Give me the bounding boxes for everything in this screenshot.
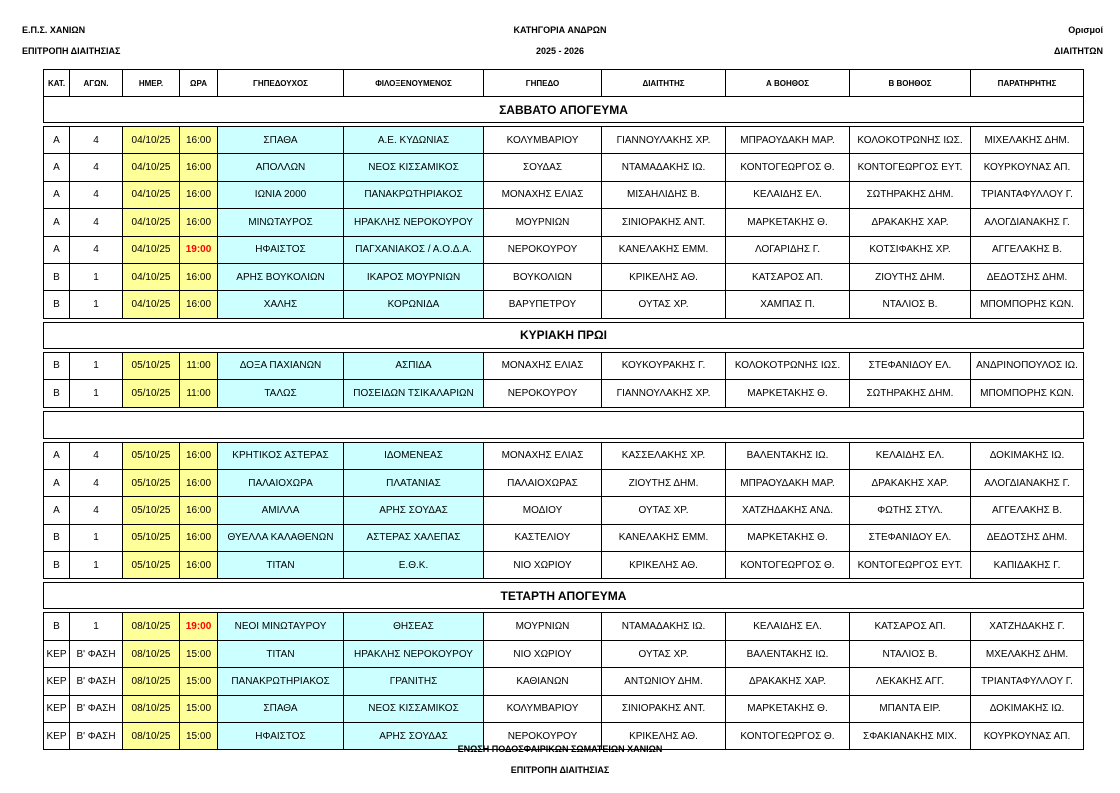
cell-home-team: ΗΦΑΙΣΤΟΣ xyxy=(218,723,344,750)
cell-date: 05/10/25 xyxy=(123,497,180,524)
cell-away-team: ΙΔΟΜΕΝΕΑΣ xyxy=(344,442,484,469)
cell-assistant-a: ΚΑΤΣΑΡΟΣ ΑΠ. xyxy=(726,263,850,290)
cell-time: 16:00 xyxy=(180,291,218,318)
cell-home-team: ΜΙΝΩΤΑΥΡΟΣ xyxy=(218,209,344,236)
col-header-observer: ΠΑΡΑΤΗΡΗΤΗΣ xyxy=(971,70,1084,97)
federation-name: Ε.Π.Σ. ΧΑΝΙΩΝ xyxy=(22,25,86,35)
cell-away-team: Ε.Θ.Κ. xyxy=(344,552,484,579)
col-header-category: ΚΑΤ. xyxy=(44,70,70,97)
cell-referee: ΝΤΑΜΑΔΑΚΗΣ ΙΩ. xyxy=(602,613,726,640)
document-type: Ορισμοί xyxy=(1068,25,1103,35)
cell-observer: ΜΠΟΜΠΟΡΗΣ ΚΩΝ. xyxy=(971,380,1084,407)
cell-assistant-b: ΣΤΕΦΑΝΙΔΟΥ ΕΛ. xyxy=(850,524,971,551)
cell-assistant-b: ΚΟΛΟΚΟΤΡΩΝΗΣ ΙΩΣ. xyxy=(850,127,971,154)
cell-away-team: ΗΡΑΚΛΗΣ ΝΕΡΟΚΟΥΡΟΥ xyxy=(344,209,484,236)
table-row xyxy=(44,263,1084,290)
cell-date: 04/10/25 xyxy=(123,263,180,290)
cell-time: 16:00 xyxy=(180,497,218,524)
cell-assistant-b: ΝΤΑΛΙΟΣ Β. xyxy=(850,640,971,667)
cell-away-team: ΑΡΗΣ ΣΟΥΔΑΣ xyxy=(344,723,484,750)
cell-category: Β xyxy=(44,263,70,290)
cell-home-team: ΔΟΞΑ ΠΑΧΙΑΝΩΝ xyxy=(218,352,344,379)
cell-away-team: ΙΚΑΡΟΣ ΜΟΥΡΝΙΩΝ xyxy=(344,263,484,290)
cell-home-team: ΠΑΛΑΙΟΧΩΡΑ xyxy=(218,469,344,496)
cell-referee: ΚΑΝΕΛΑΚΗΣ ΕΜΜ. xyxy=(602,524,726,551)
cell-assistant-a: ΧΑΤΖΗΔΑΚΗΣ ΑΝΔ. xyxy=(726,497,850,524)
cell-date: 08/10/25 xyxy=(123,723,180,750)
footer-committee-name: ΕΠΙΤΡΟΠΗ ΔΙΑΙΤΗΣΙΑΣ xyxy=(510,765,610,775)
cell-observer: ΤΡΙΑΝΤΑΦΥΛΛΟΥ Γ. xyxy=(971,668,1084,695)
cell-assistant-a: ΜΠΡΑΟΥΔΑΚΗ ΜΑΡ. xyxy=(726,469,850,496)
table-row xyxy=(44,127,1084,154)
cell-home-team: ΣΠΑΘΑ xyxy=(218,127,344,154)
cell-away-team: ΗΡΑΚΛΗΣ ΝΕΡΟΚΟΥΡΟΥ xyxy=(344,640,484,667)
cell-stadium: ΜΟΝΑΧΗΣ ΕΛΙΑΣ xyxy=(484,352,602,379)
cell-stadium: ΜΟΔΙΟΥ xyxy=(484,497,602,524)
section-header-row xyxy=(44,583,1084,609)
cell-referee: ΓΙΑΝΝΟΥΛΑΚΗΣ ΧΡ. xyxy=(602,127,726,154)
cell-category: Α xyxy=(44,181,70,208)
cell-matchday: 4 xyxy=(70,154,123,181)
cell-matchday: 4 xyxy=(70,442,123,469)
cell-observer: ΑΝΔΡΙΝΟΠΟΥΛΟΣ ΙΩ. xyxy=(971,352,1084,379)
cell-matchday: 1 xyxy=(70,380,123,407)
committee-name: ΕΠΙΤΡΟΠΗ ΔΙΑΙΤΗΣΙΑΣ xyxy=(22,46,121,56)
section-header-row xyxy=(44,322,1084,348)
cell-home-team: ΑΜΙΛΛΑ xyxy=(218,497,344,524)
cell-time: 15:00 xyxy=(180,723,218,750)
cell-observer: ΑΛΟΓΔΙΑΝΑΚΗΣ Γ. xyxy=(971,209,1084,236)
table-row xyxy=(44,380,1084,407)
cell-away-team: ΠΑΝΑΚΡΩΤΗΡΙΑΚΟΣ xyxy=(344,181,484,208)
cell-observer: ΑΛΟΓΔΙΑΝΑΚΗΣ Γ. xyxy=(971,469,1084,496)
cell-observer: ΚΟΥΡΚΟΥΝΑΣ ΑΠ. xyxy=(971,154,1084,181)
cell-assistant-a: ΚΟΝΤΟΓΕΩΡΓΟΣ Θ. xyxy=(726,723,850,750)
col-header-stadium: ΓΗΠΕΔΟ xyxy=(484,70,602,97)
cell-matchday: Β' ΦΑΣΗ xyxy=(70,695,123,722)
cell-stadium: ΠΑΛΑΙΟΧΩΡΑΣ xyxy=(484,469,602,496)
cell-referee: ΜΙΣΑΗΛΙΔΗΣ Β. xyxy=(602,181,726,208)
cell-matchday: 1 xyxy=(70,552,123,579)
cell-away-team: ΑΡΗΣ ΣΟΥΔΑΣ xyxy=(344,497,484,524)
cell-home-team: ΝΕΟΙ ΜΙΝΩΤΑΥΡΟΥ xyxy=(218,613,344,640)
table-row xyxy=(44,209,1084,236)
cell-referee: ΚΟΥΚΟΥΡΑΚΗΣ Γ. xyxy=(602,352,726,379)
table-row xyxy=(44,552,1084,579)
cell-observer: ΧΑΤΖΗΔΑΚΗΣ Γ. xyxy=(971,613,1084,640)
cell-referee: ΟΥΤΑΣ ΧΡ. xyxy=(602,291,726,318)
cell-assistant-b: ΚΟΤΣΙΦΑΚΗΣ ΧΡ. xyxy=(850,236,971,263)
col-header-assistant-b: Β ΒΟΗΘΟΣ xyxy=(850,70,971,97)
section-title: ΣΑΒΒΑΤΟ ΑΠΟΓΕΥΜΑ xyxy=(44,97,1084,123)
cell-assistant-a: ΜΑΡΚΕΤΑΚΗΣ Θ. xyxy=(726,209,850,236)
cell-referee: ΚΑΣΣΕΛΑΚΗΣ ΧΡ. xyxy=(602,442,726,469)
table-row xyxy=(44,154,1084,181)
cell-assistant-a: ΚΟΝΤΟΓΕΩΡΓΟΣ Θ. xyxy=(726,552,850,579)
cell-referee: ΚΡΙΚΕΛΗΣ ΑΘ. xyxy=(602,263,726,290)
cell-home-team: ΑΠΟΛΛΩΝ xyxy=(218,154,344,181)
cell-home-team: ΣΠΑΘΑ xyxy=(218,695,344,722)
table-row xyxy=(44,640,1084,667)
cell-observer: ΑΓΓΕΛΑΚΗΣ Β. xyxy=(971,236,1084,263)
cell-referee: ΚΑΝΕΛΑΚΗΣ ΕΜΜ. xyxy=(602,236,726,263)
cell-home-team: ΚΡΗΤΙΚΟΣ ΑΣΤΕΡΑΣ xyxy=(218,442,344,469)
cell-time: 16:00 xyxy=(180,469,218,496)
cell-category: Α xyxy=(44,127,70,154)
cell-stadium: ΜΟΝΑΧΗΣ ΕΛΙΑΣ xyxy=(484,442,602,469)
section-title: ΚΥΡΙΑΚΗ ΠΡΩΙ xyxy=(44,322,1084,348)
cell-matchday: Β' ΦΑΣΗ xyxy=(70,668,123,695)
cell-referee: ΟΥΤΑΣ ΧΡ. xyxy=(602,640,726,667)
cell-home-team: ΤΙΤΑΝ xyxy=(218,552,344,579)
cell-time: 15:00 xyxy=(180,695,218,722)
table-row xyxy=(44,291,1084,318)
cell-assistant-a: ΛΟΓΑΡΙΔΗΣ Γ. xyxy=(726,236,850,263)
document-subtype: ΔΙΑΙΤΗΤΩΝ xyxy=(1053,46,1103,56)
cell-time: 16:00 xyxy=(180,209,218,236)
cell-assistant-a: ΚΟΝΤΟΓΕΩΡΓΟΣ Θ. xyxy=(726,154,850,181)
referee-assignments-table xyxy=(43,69,1084,750)
cell-observer: ΔΟΚΙΜΑΚΗΣ ΙΩ. xyxy=(971,442,1084,469)
cell-assistant-a: ΜΑΡΚΕΤΑΚΗΣ Θ. xyxy=(726,695,850,722)
cell-matchday: 4 xyxy=(70,209,123,236)
table-row xyxy=(44,497,1084,524)
table-row xyxy=(44,524,1084,551)
cell-stadium: ΝΕΡΟΚΟΥΡΟΥ xyxy=(484,723,602,750)
cell-date: 04/10/25 xyxy=(123,291,180,318)
cell-observer: ΔΕΔΟΤΣΗΣ ΔΗΜ. xyxy=(971,263,1084,290)
cell-date: 08/10/25 xyxy=(123,695,180,722)
cell-matchday: Β' ΦΑΣΗ xyxy=(70,640,123,667)
cell-date: 05/10/25 xyxy=(123,552,180,579)
cell-category: Α xyxy=(44,236,70,263)
cell-time: 16:00 xyxy=(180,263,218,290)
cell-time: 15:00 xyxy=(180,640,218,667)
cell-time: 16:00 xyxy=(180,154,218,181)
cell-matchday: 4 xyxy=(70,236,123,263)
cell-time: 16:00 xyxy=(180,524,218,551)
cell-assistant-b: ΝΤΑΛΙΟΣ Β. xyxy=(850,291,971,318)
cell-time: 15:00 xyxy=(180,668,218,695)
section-title xyxy=(44,411,1084,438)
col-header-matchday: ΑΓΩΝ. xyxy=(70,70,123,97)
col-header-assistant-a: Α ΒΟΗΘΟΣ xyxy=(726,70,850,97)
cell-referee: ΓΙΑΝΝΟΥΛΑΚΗΣ ΧΡ. xyxy=(602,380,726,407)
cell-stadium: ΝΕΡΟΚΟΥΡΟΥ xyxy=(484,380,602,407)
cell-assistant-a: ΔΡΑΚΑΚΗΣ ΧΑΡ. xyxy=(726,668,850,695)
cell-time: 16:00 xyxy=(180,552,218,579)
cell-date: 05/10/25 xyxy=(123,469,180,496)
cell-observer: ΚΑΠΙΔΑΚΗΣ Γ. xyxy=(971,552,1084,579)
cell-referee: ΣΙΝΙΟΡΑΚΗΣ ΑΝΤ. xyxy=(602,209,726,236)
cell-home-team: ΙΩΝΙΑ 2000 xyxy=(218,181,344,208)
cell-assistant-b: ΚΟΝΤΟΓΕΩΡΓΟΣ ΕΥΤ. xyxy=(850,552,971,579)
cell-home-team: ΤΑΛΩΣ xyxy=(218,380,344,407)
cell-category: Β xyxy=(44,380,70,407)
cell-matchday: 4 xyxy=(70,181,123,208)
table-row xyxy=(44,613,1084,640)
cell-stadium: ΝΙΟ ΧΩΡΙΟΥ xyxy=(484,640,602,667)
section-header-row xyxy=(44,411,1084,438)
cell-category: ΚΕΡ xyxy=(44,640,70,667)
cell-matchday: 1 xyxy=(70,263,123,290)
cell-stadium: ΝΙΟ ΧΩΡΙΟΥ xyxy=(484,552,602,579)
cell-observer: ΔΕΔΟΤΣΗΣ ΔΗΜ. xyxy=(971,524,1084,551)
cell-category: Α xyxy=(44,154,70,181)
cell-stadium: ΝΕΡΟΚΟΥΡΟΥ xyxy=(484,236,602,263)
cell-time: 11:00 xyxy=(180,380,218,407)
cell-matchday: 1 xyxy=(70,291,123,318)
cell-referee: ΣΙΝΙΟΡΑΚΗΣ ΑΝΤ. xyxy=(602,695,726,722)
cell-referee: ΑΝΤΩΝΙΟΥ ΔΗΜ. xyxy=(602,668,726,695)
cell-away-team: Α.Ε. ΚΥΔΩΝΙΑΣ xyxy=(344,127,484,154)
cell-assistant-a: ΜΑΡΚΕΤΑΚΗΣ Θ. xyxy=(726,524,850,551)
cell-stadium: ΜΟΥΡΝΙΩΝ xyxy=(484,613,602,640)
cell-category: Α xyxy=(44,442,70,469)
cell-away-team: ΚΟΡΩΝΙΔΑ xyxy=(344,291,484,318)
cell-away-team: ΠΑΓΧΑΝΙΑΚΟΣ / Α.Ο.Δ.Α. xyxy=(344,236,484,263)
cell-assistant-b: ΚΑΤΣΑΡΟΣ ΑΠ. xyxy=(850,613,971,640)
cell-home-team: ΠΑΝΑΚΡΩΤΗΡΙΑΚΟΣ xyxy=(218,668,344,695)
cell-matchday: 1 xyxy=(70,524,123,551)
cell-date: 05/10/25 xyxy=(123,380,180,407)
cell-date: 05/10/25 xyxy=(123,352,180,379)
section-header-row xyxy=(44,97,1084,123)
table-row xyxy=(44,668,1084,695)
cell-referee: ΚΡΙΚΕΛΗΣ ΑΘ. xyxy=(602,723,726,750)
col-header-away-team: ΦΙΛΟΞΕΝΟΥΜΕΝΟΣ xyxy=(344,70,484,97)
cell-referee: ΟΥΤΑΣ ΧΡ. xyxy=(602,497,726,524)
cell-category: Β xyxy=(44,552,70,579)
cell-assistant-a: ΚΕΛΑΙΔΗΣ ΕΛ. xyxy=(726,613,850,640)
cell-category: ΚΕΡ xyxy=(44,668,70,695)
cell-observer: ΜΧΕΛΑΚΗΣ ΔΗΜ. xyxy=(971,640,1084,667)
cell-away-team: ΝΕΟΣ ΚΙΣΣΑΜΙΚΟΣ xyxy=(344,695,484,722)
footer-union-name: ΕΝΩΣΗ ΠΟΔΟΣΦΑΙΡΙΚΩΝ ΣΩΜΑΤΕΙΩΝ ΧΑΝΙΩΝ xyxy=(457,744,663,754)
cell-category: Β xyxy=(44,352,70,379)
cell-home-team: ΤΙΤΑΝ xyxy=(218,640,344,667)
cell-home-team: ΗΦΑΙΣΤΟΣ xyxy=(218,236,344,263)
cell-date: 04/10/25 xyxy=(123,181,180,208)
cell-stadium: ΜΟΥΡΝΙΩΝ xyxy=(484,209,602,236)
cell-matchday: 1 xyxy=(70,613,123,640)
col-header-home-team: ΓΗΠΕΔΟΥΧΟΣ xyxy=(218,70,344,97)
cell-assistant-a: ΒΑΛΕΝΤΑΚΗΣ ΙΩ. xyxy=(726,442,850,469)
cell-assistant-a: ΜΠΡΑΟΥΔΑΚΗ ΜΑΡ. xyxy=(726,127,850,154)
cell-observer: ΤΡΙΑΝΤΑΦΥΛΛΟΥ Γ. xyxy=(971,181,1084,208)
cell-assistant-b: ΣΩΤΗΡΑΚΗΣ ΔΗΜ. xyxy=(850,181,971,208)
section-title: ΤΕΤΑΡΤΗ ΑΠΟΓΕΥΜΑ xyxy=(44,583,1084,609)
cell-date: 05/10/25 xyxy=(123,524,180,551)
cell-assistant-b: ΚΕΛΑΙΔΗΣ ΕΛ. xyxy=(850,442,971,469)
table-row xyxy=(44,352,1084,379)
cell-stadium: ΜΟΝΑΧΗΣ ΕΛΙΑΣ xyxy=(484,181,602,208)
cell-assistant-b: ΣΩΤΗΡΑΚΗΣ ΔΗΜ. xyxy=(850,380,971,407)
cell-assistant-b: ΛΕΚΑΚΗΣ ΑΓΓ. xyxy=(850,668,971,695)
cell-category: Β xyxy=(44,291,70,318)
cell-assistant-b: ΣΤΕΦΑΝΙΔΟΥ ΕΛ. xyxy=(850,352,971,379)
cell-stadium: ΚΟΛΥΜΒΑΡΙΟΥ xyxy=(484,127,602,154)
col-header-referee: ΔΙΑΙΤΗΤΗΣ xyxy=(602,70,726,97)
cell-date: 08/10/25 xyxy=(123,613,180,640)
cell-category: Α xyxy=(44,209,70,236)
cell-date: 04/10/25 xyxy=(123,236,180,263)
cell-stadium: ΣΟΥΔΑΣ xyxy=(484,154,602,181)
cell-home-team: ΧΑΛΗΣ xyxy=(218,291,344,318)
cell-referee: ΚΡΙΚΕΛΗΣ ΑΘ. xyxy=(602,552,726,579)
cell-stadium: ΒΑΡΥΠΕΤΡΟΥ xyxy=(484,291,602,318)
cell-stadium: ΚΑΘΙΑΝΩΝ xyxy=(484,668,602,695)
cell-category: ΚΕΡ xyxy=(44,695,70,722)
cell-date: 08/10/25 xyxy=(123,668,180,695)
cell-stadium: ΚΟΛΥΜΒΑΡΙΟΥ xyxy=(484,695,602,722)
cell-stadium: ΒΟΥΚΟΛΙΩΝ xyxy=(484,263,602,290)
cell-category: Β xyxy=(44,524,70,551)
header-row xyxy=(44,70,1084,97)
cell-matchday: 1 xyxy=(70,352,123,379)
cell-date: 04/10/25 xyxy=(123,209,180,236)
cell-away-team: ΠΛΑΤΑΝΙΑΣ xyxy=(344,469,484,496)
cell-date: 05/10/25 xyxy=(123,442,180,469)
cell-matchday: 4 xyxy=(70,497,123,524)
cell-category: Α xyxy=(44,497,70,524)
cell-assistant-b: ΜΠΑΝΤΑ ΕΙΡ. xyxy=(850,695,971,722)
cell-away-team: ΠΟΣΕΙΔΩΝ ΤΣΙΚΑΛΑΡΙΩΝ xyxy=(344,380,484,407)
col-header-time: ΩΡΑ xyxy=(180,70,218,97)
cell-matchday: 4 xyxy=(70,127,123,154)
cell-assistant-b: ΔΡΑΚΑΚΗΣ ΧΑΡ. xyxy=(850,469,971,496)
table-row xyxy=(44,181,1084,208)
cell-time: 16:00 xyxy=(180,127,218,154)
cell-assistant-a: ΧΑΜΠΑΣ Π. xyxy=(726,291,850,318)
cell-matchday: Β' ΦΑΣΗ xyxy=(70,723,123,750)
cell-assistant-b: ΚΟΝΤΟΓΕΩΡΓΟΣ ΕΥΤ. xyxy=(850,154,971,181)
table-row xyxy=(44,469,1084,496)
cell-assistant-a: ΒΑΛΕΝΤΑΚΗΣ ΙΩ. xyxy=(726,640,850,667)
cell-date: 04/10/25 xyxy=(123,154,180,181)
cell-observer: ΑΓΓΕΛΑΚΗΣ Β. xyxy=(971,497,1084,524)
cell-assistant-b: ΦΩΤΗΣ ΣΤΥΛ. xyxy=(850,497,971,524)
cell-category: Α xyxy=(44,469,70,496)
cell-assistant-a: ΚΕΛΑΙΔΗΣ ΕΛ. xyxy=(726,181,850,208)
cell-observer: ΚΟΥΡΚΟΥΝΑΣ ΑΠ. xyxy=(971,723,1084,750)
cell-referee: ΝΤΑΜΑΔΑΚΗΣ ΙΩ. xyxy=(602,154,726,181)
season-label: 2025 - 2026 xyxy=(535,46,585,56)
cell-time: 11:00 xyxy=(180,352,218,379)
cell-assistant-b: ΖΙΟΥΤΗΣ ΔΗΜ. xyxy=(850,263,971,290)
cell-observer: ΜΙΧΕΛΑΚΗΣ ΔΗΜ. xyxy=(971,127,1084,154)
cell-stadium: ΚΑΣΤΕΛΙΟΥ xyxy=(484,524,602,551)
cell-category: Β xyxy=(44,613,70,640)
table-row xyxy=(44,442,1084,469)
col-header-date: ΗΜΕΡ. xyxy=(123,70,180,97)
cell-time: 19:00 xyxy=(180,613,218,640)
category-title: ΚΑΤΗΓΟΡΙΑ ΑΝΔΡΩΝ xyxy=(513,25,607,35)
cell-away-team: ΑΣΤΕΡΑΣ ΧΑΛΕΠΑΣ xyxy=(344,524,484,551)
cell-away-team: ΘΗΣΕΑΣ xyxy=(344,613,484,640)
cell-time: 16:00 xyxy=(180,442,218,469)
cell-away-team: ΑΣΠΙΔΑ xyxy=(344,352,484,379)
cell-assistant-a: ΚΟΛΟΚΟΤΡΩΝΗΣ ΙΩΣ. xyxy=(726,352,850,379)
cell-time: 19:00 xyxy=(180,236,218,263)
cell-home-team: ΑΡΗΣ ΒΟΥΚΟΛΙΩΝ xyxy=(218,263,344,290)
cell-date: 04/10/25 xyxy=(123,127,180,154)
table-row xyxy=(44,236,1084,263)
cell-assistant-b: ΔΡΑΚΑΚΗΣ ΧΑΡ. xyxy=(850,209,971,236)
cell-category: ΚΕΡ xyxy=(44,723,70,750)
cell-referee: ΖΙΟΥΤΗΣ ΔΗΜ. xyxy=(602,469,726,496)
cell-observer: ΔΟΚΙΜΑΚΗΣ ΙΩ. xyxy=(971,695,1084,722)
cell-assistant-a: ΜΑΡΚΕΤΑΚΗΣ Θ. xyxy=(726,380,850,407)
cell-home-team: ΘΥΕΛΛΑ ΚΑΛΑΘΕΝΩΝ xyxy=(218,524,344,551)
table-row xyxy=(44,695,1084,722)
cell-time: 16:00 xyxy=(180,181,218,208)
cell-observer: ΜΠΟΜΠΟΡΗΣ ΚΩΝ. xyxy=(971,291,1084,318)
cell-away-team: ΝΕΟΣ ΚΙΣΣΑΜΙΚΟΣ xyxy=(344,154,484,181)
cell-date: 08/10/25 xyxy=(123,640,180,667)
cell-assistant-b: ΣΦΑΚΙΑΝΑΚΗΣ ΜΙΧ. xyxy=(850,723,971,750)
cell-away-team: ΓΡΑΝΙΤΗΣ xyxy=(344,668,484,695)
cell-matchday: 4 xyxy=(70,469,123,496)
